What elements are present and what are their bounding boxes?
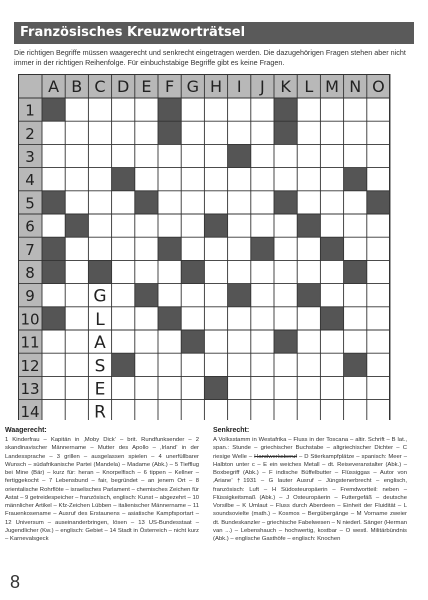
black-cell	[135, 191, 158, 214]
clues-across-heading: Waagerecht:	[5, 427, 47, 434]
clues-across-text: 1 Kinderfrau – Kapitän in ‚Moby Dick‘ – brit. Rundfunksender – 2 skandinavischer Männername – Mutter des Apollo – ‚Irland‘ in der Landessprache – 3 grillen – ausgelassen spielen – 4 unerfüllbarer Wunsch – südafrikanische Partei (Mandela) – Madame (Abk.) – 5 Tiefflug bei Mine (Bär) – kurz für: heran – Knorpelfisch – 6 tippen – Kellner – fertiggekocht – 7 Lebensbund – fair, begründet – an jenem Ort – 8 orientalische Rohrflöte – israelisches Parlament – chemisches Zeichen für Astat – 9 getreidespeicher – französisch, englisch: Kunst – abgezehrt – 10 männlicher Artikel – Kfz-Zeichen Lübben – italienischer Männername – 11 Frauenkosename – Ausruf des Erstaunens – asiatische Kampfsportart – 12 Universum – auseinanderbringen, lösen – 13 US-Bundesstaat – Jugendlicher (Kw.) – englisch: Gebiet – 14 Stadt in Österreich – nicht kurz – Karnevalsgeck	[5, 437, 199, 542]
black-cell	[158, 98, 181, 121]
black-cell	[228, 284, 251, 307]
black-cell	[297, 214, 320, 237]
black-cell	[204, 376, 227, 399]
row-header: 11	[20, 333, 40, 352]
row-header: 13	[20, 380, 40, 398]
grid-letter: S	[94, 356, 106, 377]
grid-letter: R	[94, 402, 106, 420]
black-cell	[112, 353, 135, 376]
grid-letter: E	[94, 379, 106, 400]
column-header: A	[48, 77, 60, 96]
column-header: D	[117, 77, 130, 96]
column-header: N	[349, 77, 362, 96]
row-header: 7	[25, 240, 35, 259]
black-cell	[42, 260, 65, 283]
row-header: 3	[25, 148, 35, 166]
row-header: 12	[20, 356, 40, 375]
row-header: 5	[25, 194, 35, 213]
column-header: F	[164, 77, 175, 96]
black-cell	[274, 121, 297, 144]
black-cell	[344, 353, 367, 376]
black-cell	[204, 214, 227, 237]
black-cell	[344, 168, 367, 191]
clues-down-heading: Senkrecht:	[213, 427, 250, 434]
grid-letter: A	[94, 333, 106, 354]
black-cell	[42, 191, 65, 214]
grid-letter: L	[95, 309, 105, 330]
black-cell	[158, 121, 181, 144]
black-cell	[297, 284, 320, 307]
clues-across	[5, 426, 199, 543]
column-header: L	[304, 77, 314, 96]
clues-down-struck-word: Handwerksberuf	[254, 453, 298, 460]
grid-letter: G	[93, 286, 107, 307]
black-cell	[320, 237, 343, 260]
column-header: B	[71, 77, 83, 96]
black-cell	[135, 284, 158, 307]
clues-down	[213, 426, 407, 543]
black-cell	[181, 260, 204, 283]
black-cell	[158, 307, 181, 330]
column-header: J	[260, 77, 265, 96]
column-header: G	[186, 77, 200, 96]
black-cell	[228, 144, 251, 167]
column-header: K	[280, 77, 291, 96]
column-header: C	[94, 77, 106, 96]
column-header: I	[236, 77, 242, 96]
black-cell	[251, 237, 274, 260]
black-cell	[367, 191, 390, 214]
row-header: 14	[20, 403, 40, 420]
black-cell	[274, 98, 297, 121]
black-cell	[42, 237, 65, 260]
black-cell	[65, 214, 88, 237]
clues-down-text-part: – D Stierkampfplätze – spanisch: Meer – Halbton unter c – E ein weiches Metall – dt. Reiseveranstalter (Abk.) – Boxbegriff (Abk.) – F indische Büffelbutter – Flüssiggas – Autor von ‚Ariane‘ †1931 – G lauter Ausruf – Jüngstenerbrecht – englisch, französisch: Luft – H Südosteuropäerin – Fremdwortteil: neben – Flüssigkeitsmaß (Abk.) – J Osteuropäerin – Futtergefäß – deutsche Vorsilbe – K Umlaut – Fluss durch Aberdeen – Einheit der Fluidität – L soundsovielte (math.) – Kosmos – Bergübergänge – M Vorname zweier dt. Bundeskanzler – griechische Fabelwesen – N niederl. Sänger (Herman van ...) – Lebenshauch – hochwertig, kostbar – O westl. Militärbündnis (Abk.) – englische Gasthöfe – englisch: Knochen	[213, 453, 407, 542]
crossword-grid	[18, 74, 406, 420]
clues-down-text-part: A Volksstamm in Westafrika – Fluss in der Toscana – altir. Schrift – B lat., span.: Stunde – griechischer Buchstabe – altgriechischer Dichter – C riesige Welle –	[213, 437, 407, 460]
page-title: Französisches Kreuzworträtsel	[14, 22, 414, 44]
column-header: E	[141, 77, 152, 96]
intro-text: Die richtigen Begriffe müssen waagerecht und senkrecht eingetragen werden. Die dazugehörigen Fragen stehen aber nicht immer in der richtigen Reihenfolge. Für einbuchstabige Begriffe gibt es keine Fragen.	[14, 48, 406, 67]
crossword-grid-svg	[18, 74, 406, 420]
black-cell	[344, 260, 367, 283]
black-cell	[181, 330, 204, 353]
black-cell	[88, 260, 111, 283]
black-cell	[274, 191, 297, 214]
black-cell	[42, 307, 65, 330]
clues-down-text	[213, 436, 407, 543]
row-header: 6	[25, 217, 35, 236]
column-header: H	[209, 77, 223, 96]
column-header: M	[325, 77, 339, 96]
page-number: 8	[10, 572, 21, 592]
row-header: 9	[25, 287, 35, 306]
row-header: 10	[20, 310, 40, 329]
black-cell	[158, 237, 181, 260]
black-cell	[42, 98, 65, 121]
row-header: 8	[25, 264, 35, 282]
row-header: 1	[25, 101, 35, 120]
black-cell	[274, 330, 297, 353]
black-cell	[320, 307, 343, 330]
row-header: 4	[25, 171, 35, 190]
column-header: O	[372, 77, 385, 96]
row-header: 2	[25, 124, 35, 143]
black-cell	[112, 168, 135, 191]
